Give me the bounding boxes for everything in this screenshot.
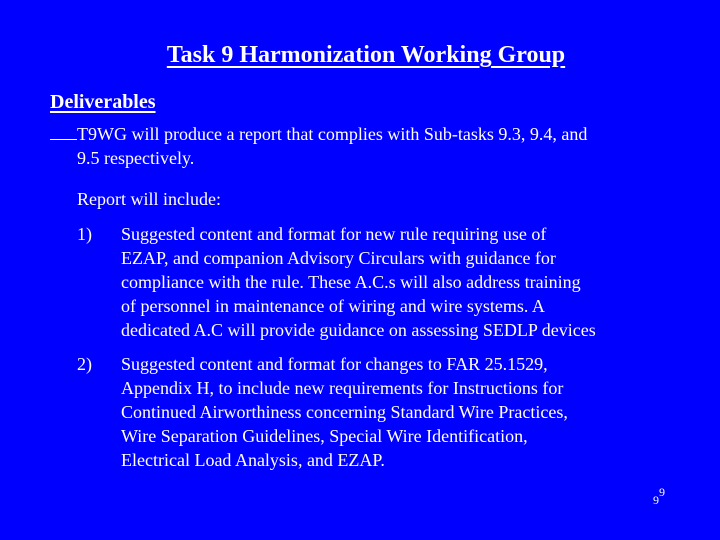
list-item-line: EZAP, and companion Advisory Circulars with guidance for bbox=[121, 248, 556, 268]
page-number bbox=[653, 485, 665, 507]
intro-paragraph bbox=[50, 122, 670, 170]
list-item-line: Wire Separation Guidelines, Special Wire Identification, bbox=[121, 426, 528, 446]
list-item-line: dedicated A.C will provide guidance on assessing SEDLP devices bbox=[121, 320, 596, 340]
list-item-line: Suggested content and format for changes to FAR 25.1529, bbox=[121, 354, 548, 374]
list-item-number: 2) bbox=[77, 354, 92, 374]
list-item-line: Suggested content and format for new rule requiring use of bbox=[121, 224, 547, 244]
report-intro: Report will include: bbox=[77, 189, 221, 209]
intro-line-2: 9.5 respectively. bbox=[77, 148, 195, 168]
list-item-line: Appendix H, to include new requirements for Instructions for bbox=[121, 378, 564, 398]
list-item-text bbox=[121, 352, 661, 472]
list-item-text bbox=[121, 222, 661, 342]
bullet-underline-mark bbox=[50, 138, 77, 140]
slide-title: Task 9 Harmonization Working Group bbox=[166, 42, 566, 68]
list-item-line: Electrical Load Analysis, and EZAP. bbox=[121, 450, 385, 470]
list-item-line: Continued Airworthiness concerning Standard Wire Practices, bbox=[121, 402, 568, 422]
list-item-line: compliance with the rule. These A.C.s will also address training bbox=[121, 272, 581, 292]
page-number-superscript: 9 bbox=[659, 485, 665, 499]
list-item-line: of personnel in maintenance of wiring and wire systems. A bbox=[121, 296, 545, 316]
intro-line-1: T9WG will produce a report that complies with Sub-tasks 9.3, 9.4, and bbox=[77, 124, 588, 144]
section-heading: Deliverables bbox=[50, 91, 156, 113]
list-item-number: 1) bbox=[77, 224, 92, 244]
page-number-main: 9 bbox=[653, 493, 659, 507]
